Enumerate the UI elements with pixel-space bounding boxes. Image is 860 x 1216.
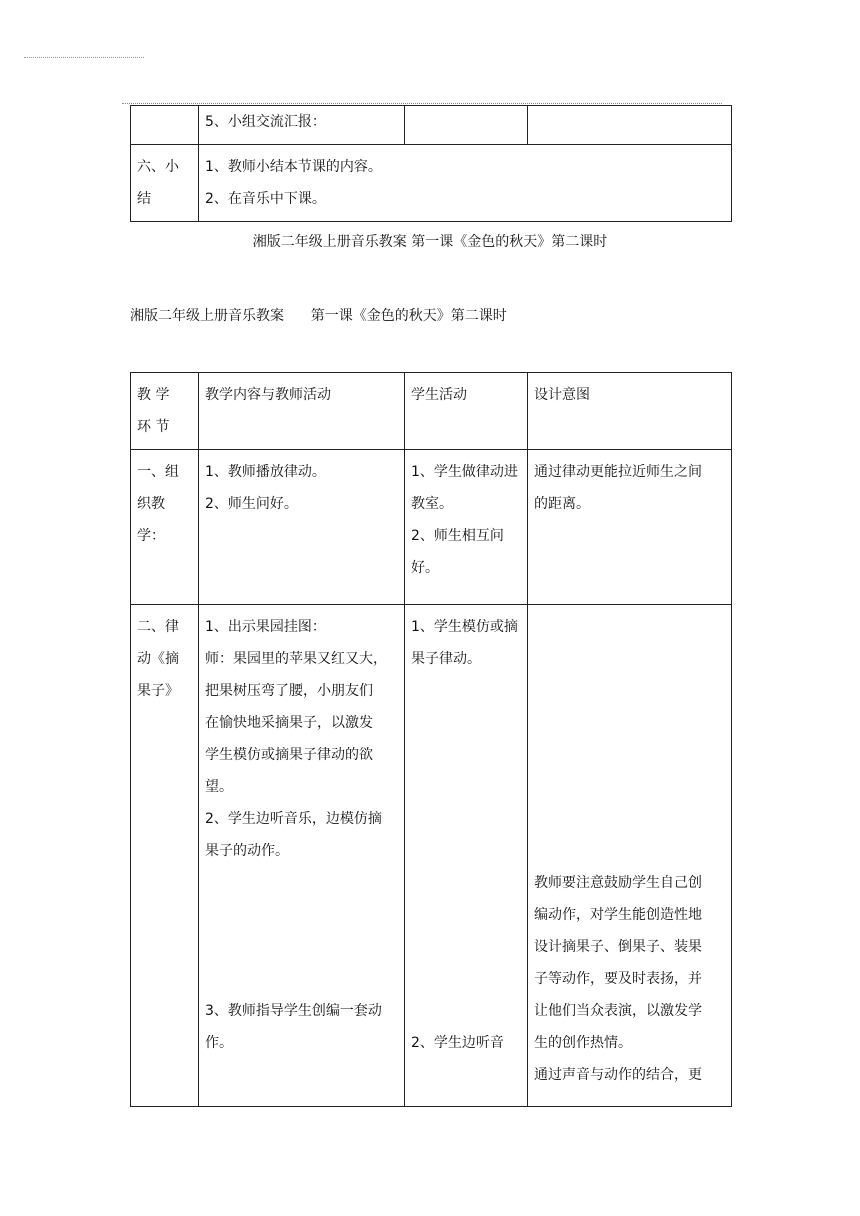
table-cell: 六、小 结 [131, 145, 199, 222]
table-cell: 1、教师小结本节课的内容。 2、在音乐中下课。 [199, 145, 732, 222]
table-cell: 教师要注意鼓励学生自己创 编动作，对学生能创造性地 设计摘果子、倒果子、装果 子等动作，要及时表扬，并 让他们当众表演，以激发学 生的创作热情。 通过声音与动作的结合，更 [528, 605, 732, 1107]
table-cell: 1、学生模仿或摘 果子律动。 2、学生边听音 [405, 605, 528, 1107]
table-row [131, 106, 732, 145]
header-cell: 设计意图 [528, 373, 732, 450]
table-cell [131, 106, 199, 145]
document-title: 湘版二年级上册音乐教案 第一课《金色的秋天》第二课时 [130, 308, 507, 324]
header-cell: 学生活动 [405, 373, 528, 450]
caption-line: 湘版二年级上册音乐教案 第一课《金色的秋天》第二课时 [252, 234, 608, 250]
table-cell: 通过律动更能拉近师生之间 的距离。 [528, 450, 732, 605]
table-cell [528, 106, 732, 145]
table-cell: 5、小组交流汇报： [199, 106, 405, 145]
table-cell: 1、学生做律动进 教室。 2、师生相互问 好。 [405, 450, 528, 605]
top-table [130, 105, 732, 222]
table-cell: 1、出示果园挂图： 师：果园里的苹果又红又大， 把果树压弯了腰，小朋友们 在愉快地采摘果子，以激发 学生模仿或摘果子律动的欲 望。 2、学生边听音乐，边模仿摘 果子的动作。 3、教师指导学生创编一套动 作。 [199, 605, 405, 1107]
table-row [131, 145, 732, 222]
table-row [131, 450, 732, 605]
table-cell: 二、律 动《摘 果子》 [131, 605, 199, 1107]
table-cell: 一、组 织教 学： [131, 450, 199, 605]
table-cell: 1、教师播放律动。 2、师生问好。 [199, 450, 405, 605]
header-cell: 教 学 环 节 [131, 373, 199, 450]
lesson-plan-table [130, 372, 732, 1107]
table-header-row [131, 373, 732, 450]
header-dotted-line [24, 57, 144, 58]
table-row [131, 605, 732, 1107]
table-cell [405, 106, 528, 145]
page-top-rule [122, 103, 722, 104]
header-cell: 教学内容与教师活动 [199, 373, 405, 450]
